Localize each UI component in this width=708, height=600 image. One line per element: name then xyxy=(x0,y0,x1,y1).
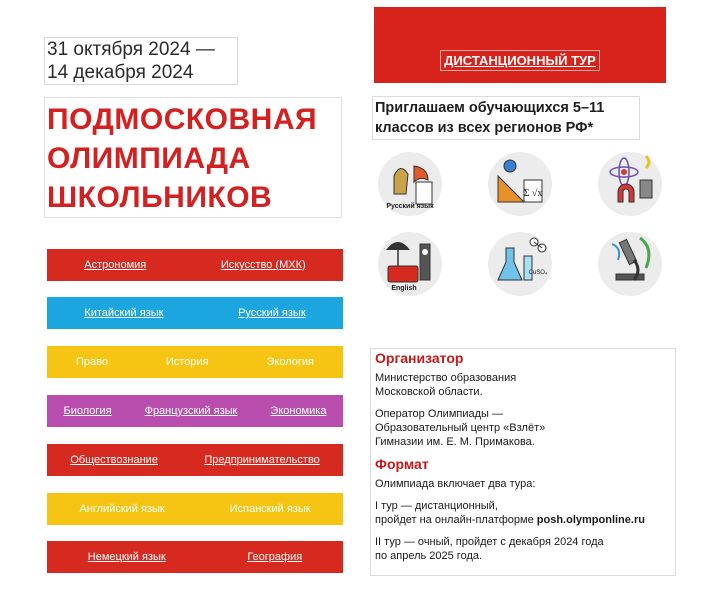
subject-entrepreneurship: Предпринимательство xyxy=(204,454,320,466)
tour-2-line-2: по апрель 2025 года. xyxy=(375,550,483,562)
date-end: 14 декабря 2024 xyxy=(47,62,194,83)
subject-biology: Биология xyxy=(63,405,112,417)
russian-icon-caption: Русский язык xyxy=(386,203,434,210)
russian-language-icon xyxy=(374,146,446,218)
platform-url[interactable]: posh.olymponline.ru xyxy=(536,514,645,526)
format-intro: Олимпиада включает два тура: xyxy=(375,478,536,490)
operator-line-2: Образовательный центр «Взлёт» xyxy=(375,422,546,434)
subject-economics: Экономика xyxy=(270,405,327,417)
math-icon-caption: Σ √x xyxy=(523,188,543,199)
operator-line-1: Оператор Олимпиады — xyxy=(375,408,503,420)
title-line-3: ШКОЛЬНИКОВ xyxy=(47,181,273,214)
invite-line-1: Приглашаем обучающихся 5–11 xyxy=(375,100,605,116)
subject-bar-7 xyxy=(47,541,343,573)
subject-german: Немецкий язык xyxy=(87,551,166,563)
organizer-text xyxy=(375,371,671,399)
subject-russian: Русский язык xyxy=(238,307,306,319)
subject-bar-2 xyxy=(47,297,343,329)
subject-english: Английский язык xyxy=(79,503,165,515)
physics-icon xyxy=(594,146,666,218)
tour-1-line-1: I тур — дистанционный, xyxy=(375,500,498,512)
subject-spanish: Испанский язык xyxy=(229,503,311,515)
title-line-2: ОЛИМПИАДА xyxy=(47,142,251,175)
chemistry-icon xyxy=(484,226,556,298)
organizer-heading: Организатор xyxy=(375,350,464,366)
subject-ecology: Экология xyxy=(266,356,314,368)
info-panel xyxy=(370,348,676,576)
subject-bar-1 xyxy=(47,249,343,281)
subject-french: Французский язык xyxy=(144,405,238,417)
subject-bar-6 xyxy=(47,493,343,525)
subject-history: История xyxy=(165,356,209,368)
subject-bar-3 xyxy=(47,346,343,378)
operator-line-3: Гимназии им. Е. М. Примакова. xyxy=(375,436,535,448)
format-heading: Формат xyxy=(375,456,429,472)
date-start: 31 октября 2024 — xyxy=(47,39,215,60)
organizer-line-1: Министерство образования xyxy=(375,372,517,384)
subject-bar-5 xyxy=(47,444,343,476)
subject-geography: География xyxy=(247,551,303,563)
distance-tour-band xyxy=(374,7,666,83)
tour-2-line-1: II тур — очный, пройдет с декабря 2024 года xyxy=(375,536,604,548)
math-icon xyxy=(484,146,556,218)
chemistry-icon-caption: CuSO₄ xyxy=(528,270,548,276)
subject-bar-4 xyxy=(47,395,343,427)
tour-2-text xyxy=(375,535,671,563)
subject-art: Искусство (МХК) xyxy=(220,259,306,271)
subject-law: Право xyxy=(75,356,108,368)
page-title xyxy=(44,97,342,218)
invitation-text xyxy=(372,96,640,140)
tour-1-text xyxy=(375,499,671,527)
subject-chinese: Китайский язык xyxy=(84,307,164,319)
title-line-1: ПОДМОСКОВНАЯ xyxy=(47,103,318,136)
biology-microscope-icon xyxy=(594,226,666,298)
invite-line-2: классов из всех регионов РФ* xyxy=(375,120,594,136)
english-icon xyxy=(374,226,446,298)
event-dates xyxy=(44,37,238,85)
subject-astronomy: Астрономия xyxy=(84,259,147,271)
operator-text xyxy=(375,407,671,449)
english-icon-caption: English xyxy=(391,285,417,292)
subject-social-studies: Обществознание xyxy=(70,454,158,466)
organizer-line-2: Московской области. xyxy=(375,386,483,398)
tour-1-line-2: пройдет на онлайн-платформе xyxy=(375,514,537,526)
distance-tour-label: ДИСТАНЦИОННЫЙ ТУР xyxy=(440,50,600,71)
